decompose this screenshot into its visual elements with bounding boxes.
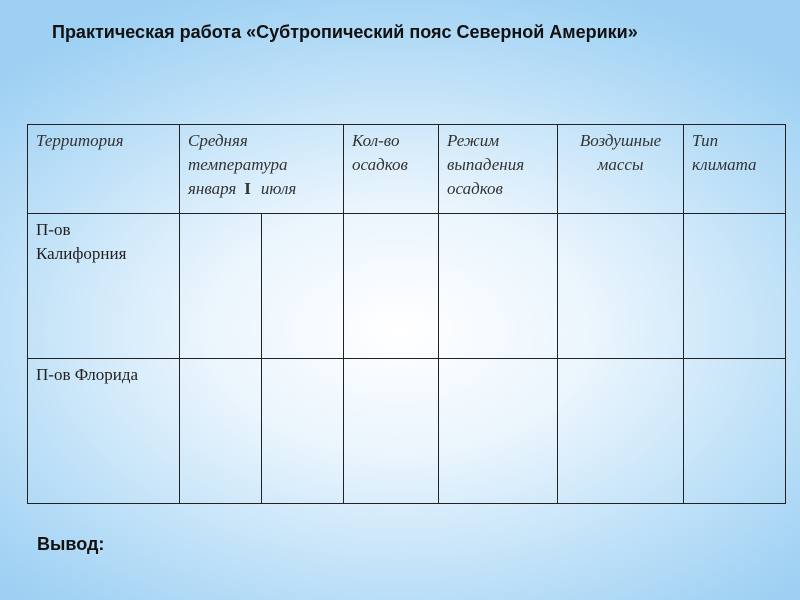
- worksheet-table: [27, 124, 786, 504]
- header-climate-type: [684, 125, 786, 214]
- cell-precipitation[interactable]: [344, 359, 439, 504]
- cell-climate-type[interactable]: [684, 214, 786, 359]
- cell-precipitation-regime[interactable]: [439, 214, 558, 359]
- header-precipitation-line2: осадков: [352, 155, 408, 174]
- header-regime-line1: Режим: [447, 131, 500, 150]
- cell-january-temperature[interactable]: [180, 359, 262, 504]
- table-header-row: [28, 125, 786, 214]
- header-climate-type-line2: климата: [692, 155, 757, 174]
- cell-precipitation-regime[interactable]: [439, 359, 558, 504]
- month-separator: I: [244, 179, 251, 198]
- conclusion-label: Вывод:: [37, 534, 105, 554]
- territory-line1: П-ов: [36, 220, 71, 239]
- header-temperature: [180, 125, 344, 214]
- header-temperature-line2: температура: [188, 155, 288, 174]
- header-climate-type-line1: Тип: [692, 131, 719, 150]
- header-regime-line2: выпадения: [447, 155, 525, 174]
- header-temperature-months: [188, 177, 337, 201]
- header-precipitation-line1: Кол-во: [352, 131, 400, 150]
- header-territory: [28, 125, 180, 214]
- header-july: июля: [260, 179, 297, 198]
- header-temperature-line1: Средняя: [188, 131, 248, 150]
- table-row-california: [28, 214, 786, 359]
- cell-territory: [28, 214, 180, 359]
- header-precipitation-regime: [439, 125, 558, 214]
- header-air-masses: [558, 125, 684, 214]
- territory-line2: Калифорния: [36, 244, 127, 263]
- header-regime-line3: осадков: [447, 179, 503, 198]
- territory-line1: П-ов Флорида: [36, 365, 139, 384]
- cell-air-masses[interactable]: [558, 214, 684, 359]
- cell-climate-type[interactable]: [684, 359, 786, 504]
- cell-january-temperature[interactable]: [180, 214, 262, 359]
- cell-air-masses[interactable]: [558, 359, 684, 504]
- header-precipitation: [344, 125, 439, 214]
- header-air-masses-line2: массы: [597, 155, 644, 174]
- cell-july-temperature[interactable]: [262, 214, 344, 359]
- table-row-florida: [28, 359, 786, 504]
- header-air-masses-line1: Воздушные: [579, 131, 662, 150]
- header-january: января: [188, 179, 237, 198]
- cell-july-temperature[interactable]: [262, 359, 344, 504]
- page-title: Практическая работа «Субтропический пояс Северной Америки»: [52, 22, 638, 42]
- header-territory-label: Территория: [36, 131, 124, 150]
- cell-precipitation[interactable]: [344, 214, 439, 359]
- cell-territory: [28, 359, 180, 504]
